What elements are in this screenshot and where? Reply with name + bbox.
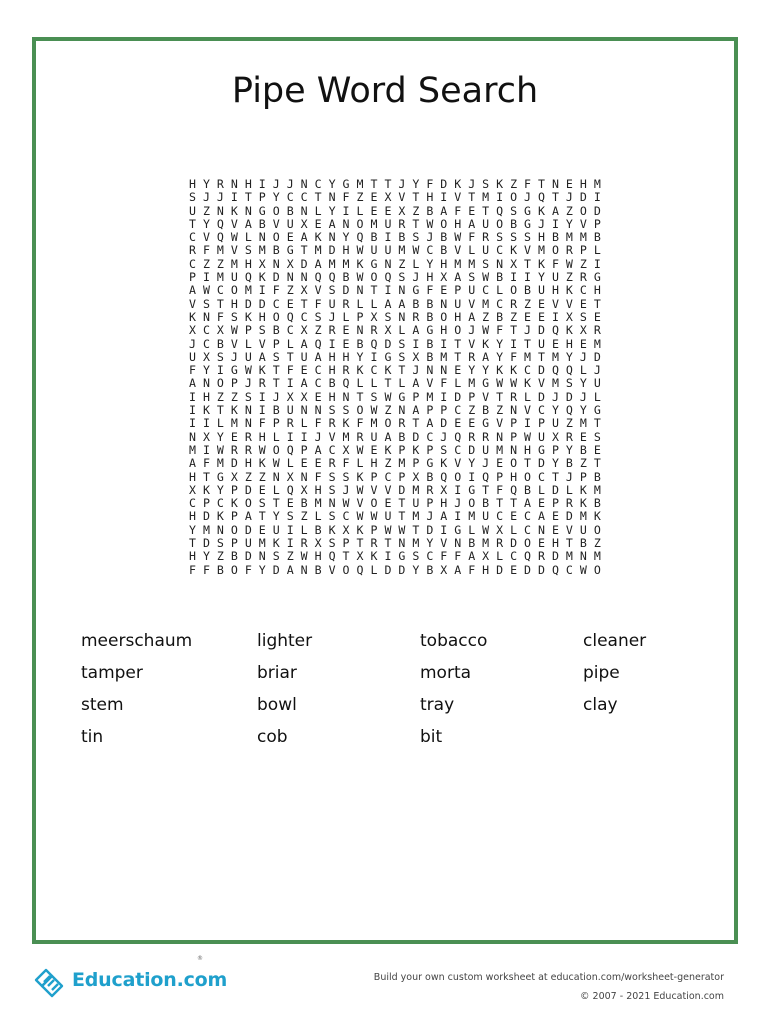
grid-row: I I L M N F P R L F R K F M O R T A D E E G V P I P U Z M T [189,416,601,431]
word-item: bit [420,727,443,747]
grid-row: H Y Z B D N S Z W H Q T X K I G S C F F A X L C Q R D M N M [189,549,601,564]
word-item: cob [257,727,288,747]
word-item: briar [257,663,297,683]
word-item: pipe [583,663,620,683]
grid-row: H T G X Z Z N X N F S S K P C P X B Q O I Q P H O C T J P B [189,469,601,484]
word-item: tray [420,695,455,715]
grid-row: R F M V S M B G T M D H W U U M W C B V L U C K V M O R P L [189,243,601,258]
word-item: tin [81,727,104,747]
grid-row: H D K P A T Y S Z L S C W W U T M J A I M U C E C A E D M K [189,509,601,524]
grid-row: H Y R N H I J J N C Y G M T T J Y F D K J S K Z F T N E H M [189,177,601,191]
grid-row: M I W R R W O Q P A C X W E K P K P S C D U M N H G P Y B E [189,442,601,457]
grid-row: F Y I G W K T F E C H R K C K T J N N E Y Y K K C D Q Q L J [189,363,601,378]
word-item: lighter [257,631,313,651]
grid-row: C V Q W L N O E A K N Y Q B I B S J B W F R S S S H B M M B [189,230,601,245]
grid-row: C P C K O S T E B M N W V O E T U P H J O B T T A E P R K B [189,496,601,511]
word-item: clay [583,695,618,715]
grid-row: X C X W P S B C X Z R E N R X L A G H O J W F T J D Q K X R [189,323,601,338]
grid-row: J C B V L V P L A Q I E B Q D S I B I T V K Y I T U E H E M [189,336,601,351]
footer-info [374,968,724,1006]
footer-tagline: Build your own custom worksheet at education.com/worksheet-generator [373,972,724,983]
grid-row: U Z N K N G O B N L Y I L E E X Z B A F E T Q S G K A Z O D [189,203,601,218]
word-item: meerschaum [81,631,193,651]
grid-row: U X S J U A S T U A H H Y I G S X B M T R A Y F M T M Y J D [189,349,601,364]
word-item: tobacco [420,631,488,651]
worksheet-frame [32,37,738,944]
grid-row: X K Y P D E L Q X H S J W V V D M R X I G T F Q B L D L K M [189,482,601,497]
grid-row: Y M N O D E U I L B K X K P W W T D I G L W X L C N E V U O [189,522,601,537]
grid-row: F F B O F Y D A N B V O Q L D D Y B X A F H D E D D Q C W O [189,562,601,577]
grid-row: I K T K N I B U N N S S O W Z N A P P C Z B Z N V C Y Q Y G [189,403,601,418]
grid-row: V S T H D D C E T F U R L L A A B B N U V M C R Z E V V E T [189,296,601,311]
education-logo[interactable] [32,962,227,998]
word-list [81,631,721,759]
registered-mark: ® [197,955,203,962]
grid-row: N X Y E R H L I I J V M R U A B D C J Q R R N P W U X R E S [189,429,601,444]
page-title: Pipe Word Search [231,71,539,111]
footer-copyright: © 2007 - 2021 Education.com [580,991,724,1002]
word-item: stem [81,695,124,715]
grid-row: A F M D H K W L E E R F L H Z M P G K V Y J E O T D Y B Z T [189,456,601,471]
word-item: tamper [81,663,143,683]
grid-row: A W C O M I F Z X V S D N T I N G F E P U C L O B U H K C H [189,283,601,298]
grid-row: K N F S K H O Q C S J L P X S N R B O H A Z B Z E E I X S E [189,309,601,324]
word-item: morta [420,663,472,683]
grid-row: S J J I T P Y C C T N F Z E X V T H I V T M I O J Q T J D I [189,190,601,205]
word-item: bowl [257,695,297,715]
word-item: cleaner [583,631,647,651]
grid-row: A N O P J R T I A C B Q L L T L A V F L M G W W K V M S Y U [189,376,601,391]
grid-row: C Z Z M H X N X D A M M K G N Z L Y H M M S N X T K F W Z I [189,256,601,271]
grid-row: T Y Q V A B V U X E A N O M U R T W O H A U O B G J I Y V P [189,216,601,231]
grid-row: T D S P U M K I R X S P T R T N M Y V N B M R D O E H T B Z [189,536,601,551]
education-logo-icon [32,962,68,998]
brand-name: Education.com [72,969,228,991]
grid-row: P I M U Q K D N N Q Q B W O Q S J H X A S W B I I Y U Z R G [189,270,601,285]
grid-row: I H Z Z S I J X X E H N T S W G P M I D P V T R L D J D J L [189,389,601,404]
letter-grid [189,178,601,577]
